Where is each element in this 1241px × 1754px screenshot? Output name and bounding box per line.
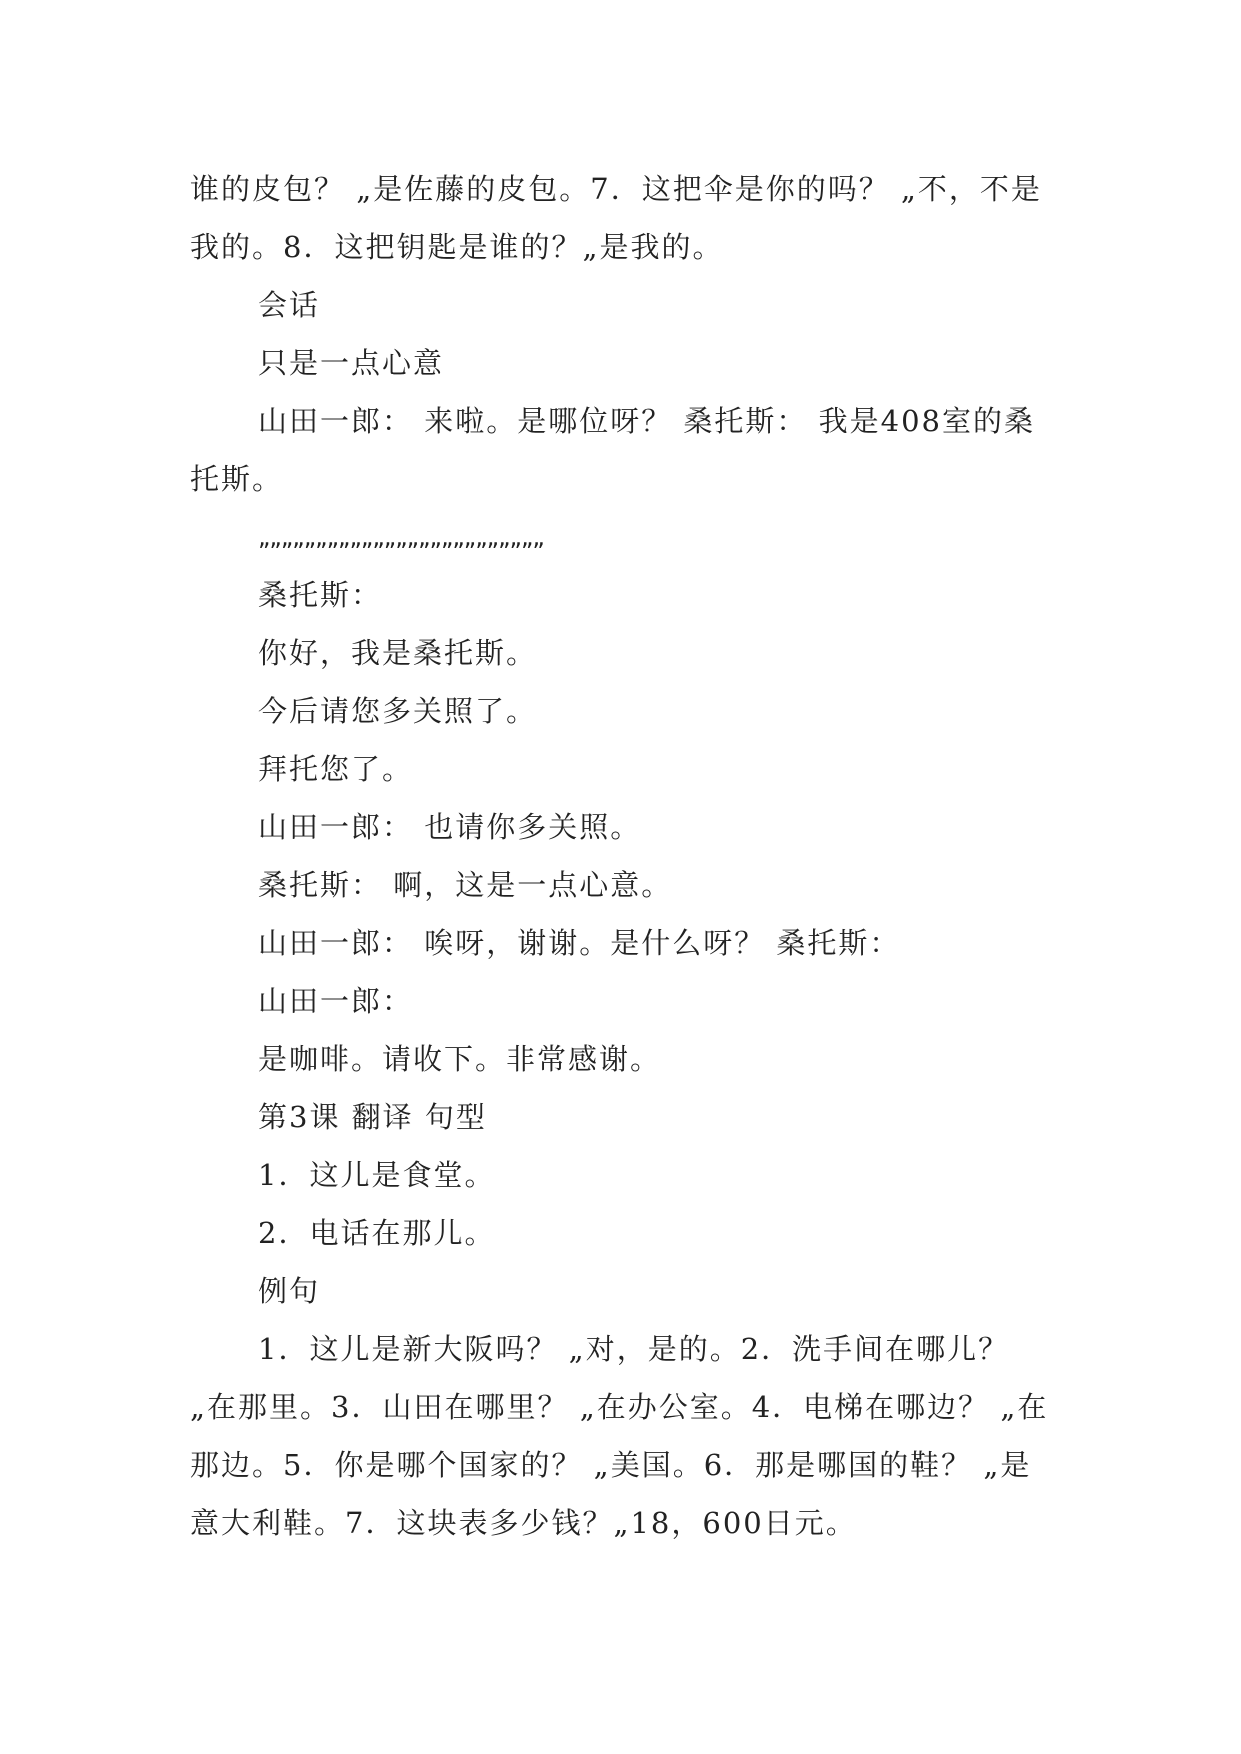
dialogue-line: 是咖啡。请收下。非常感谢。 [258,1042,662,1076]
heading-examples: 例句 [258,1274,321,1308]
dialogue-line: 你好，我是桑托斯。 [258,636,538,670]
dialogue-line: 山田一郎： 来啦。是哪位呀？ 桑托斯： 我是408室的桑托斯。 [190,404,1036,496]
conversation-title: 只是一点心意 [258,346,445,380]
dialogue-line: 山田一郎： 也请你多关照。 [258,810,642,844]
sentence-pattern: 2．电话在那儿。 [258,1216,496,1250]
paragraph-answers-continued: 谁的皮包？ „是佐藤的皮包。7．这把伞是你的吗？ „不，不是我的。8．这把钥匙是谁的？„是我的。 [190,172,1042,264]
dialogue-line: 拜托您了。 [258,752,414,786]
heading-conversation: 会话 [258,288,321,322]
document-body [190,160,1052,1552]
lesson-heading: 第3课 翻译 句型 [258,1100,487,1134]
dialogue-line: 桑托斯： [258,578,383,612]
separator-marks: „„„„„„„„„„„„„„„„„„„„„„„„„ [258,523,544,551]
paragraph-examples: 1．这儿是新大阪吗？ „对，是的。2．洗手间在哪儿？ „在那里。3．山田在哪里？ „在办公室。4．电梯在哪边？ „在那边。5．你是哪个国家的？ „美国。6．那是哪国的鞋？ „是意大利鞋。7．这块表多少钱？„18，600日元。 [190,1332,1049,1540]
sentence-pattern: 1．这儿是食堂。 [258,1158,496,1192]
dialogue-line: 桑托斯： 啊，这是一点心意。 [258,868,673,902]
dialogue-line: 山田一郎： [258,984,414,1018]
dialogue-line: 山田一郎： 唉呀，谢谢。是什么呀？ 桑托斯： [258,926,901,960]
dialogue-line: 今后请您多关照了。 [258,694,538,728]
